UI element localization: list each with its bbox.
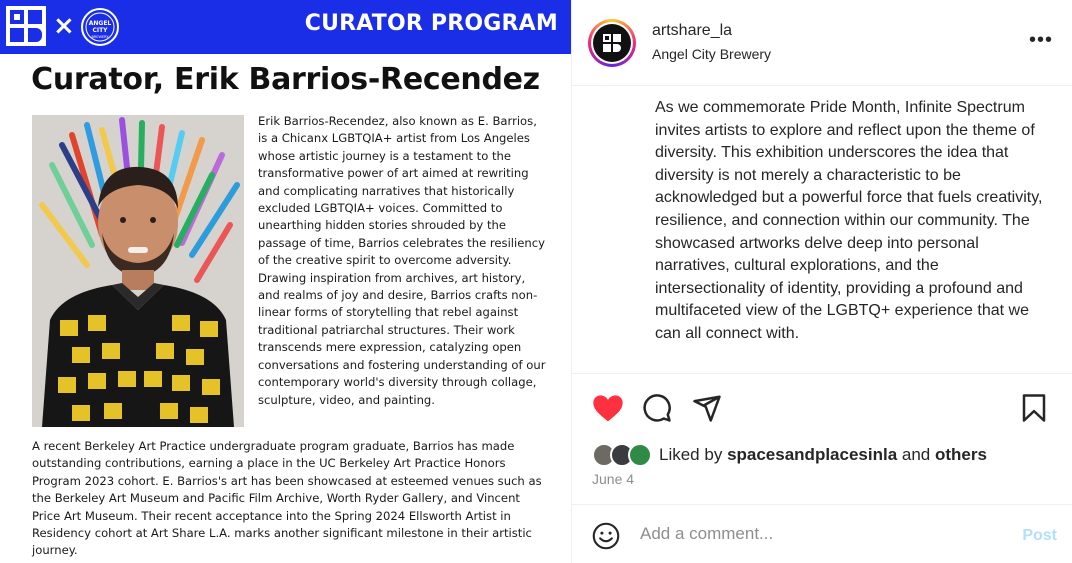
post-location[interactable]: Angel City Brewery — [652, 46, 772, 62]
bookmark-icon[interactable] — [1021, 393, 1047, 428]
heart-icon[interactable] — [592, 393, 624, 428]
more-options-icon[interactable]: ••• — [1028, 29, 1053, 51]
post-header — [572, 0, 1072, 86]
comment-icon[interactable] — [642, 393, 672, 428]
liker-avatars[interactable] — [592, 443, 656, 467]
angel-city-brewery-logo — [80, 7, 120, 47]
collab-x: × — [53, 11, 75, 41]
liked-by-others-link[interactable]: others — [935, 445, 987, 464]
liked-by-and: and — [901, 445, 931, 464]
curator-heading: Curator, Erik Barrios-Recendez — [31, 62, 540, 97]
post-username[interactable]: artshare_la — [652, 22, 733, 39]
profile-avatar[interactable] — [588, 19, 636, 67]
post-comment-button[interactable]: Post — [1022, 527, 1057, 544]
curator-bio-paragraph-1: Erik Barrios-Recendez, also known as E. Barrios, is a Chicanx LGBTQIA+ artist from Los Angeles whose artistic journey is a testament to the transformative power of art aimed at rewriting and complicating narratives that historically excluded LGBTQIA+ voices. Committed to unearthing hidden stories shrouded by the passage of time, Barrios celebrates the resiliency of the creative spirit to overcome adversity. Drawing inspiration from archives, art history, and realms of joy and desire, Barrios crafts non-linear forms of storytelling that rebel against traditional patriarchal structures. Their work transcends mere expression, catalyzing open conversations and fostering understanding of our contemporary world's diversity through collage, sculpture, video, and painting. — [258, 114, 546, 407]
curator-program-banner — [0, 0, 571, 54]
action-bar — [572, 373, 1072, 505]
post-detail-panel — [571, 0, 1072, 563]
curator-portrait-photo — [32, 115, 244, 427]
comment-input[interactable] — [640, 524, 1010, 544]
svg-text:BREWERY: BREWERY — [91, 35, 109, 39]
svg-text:ANGEL: ANGEL — [88, 20, 112, 27]
artshare-logo — [6, 6, 46, 46]
curator-bio-paragraph-2: A recent Berkeley Art Practice undergraduate program graduate, Barrios has made outstanding contributions, earning a place in the UC Berkeley Art Practice Honors Program 2023 cohort. E. Barrios's art has been showcased at esteemed venues such as the Berkeley Art Museum and Pacific Film Archive, Worth Ryder Gallery, and Vincent Price Art Museum. Their recent acceptance into the Spring 2024 Ellsworth Artist in Residency cohort at Art Share L.A. marks another significant milestone in their artistic journey. — [32, 439, 542, 558]
caption-scroll-area[interactable] — [572, 87, 1072, 373]
comment-bar — [572, 506, 1072, 563]
svg-text:CITY: CITY — [92, 27, 108, 34]
liked-by-user-link[interactable]: spacesandplacesinla — [727, 445, 898, 464]
artshare-avatar-icon — [603, 34, 621, 52]
emoji-icon[interactable] — [592, 522, 620, 555]
liked-by-text — [659, 445, 987, 465]
program-title: CURATOR PROGRAM — [304, 11, 558, 36]
post-caption: As we commemorate Pride Month, Infinite Spectrum invites artists to explore and reflect upon the theme of diversity. This exhibition underscores the idea that diversity is not merely a characteristic to be acknowledged but a powerful force that fuels creativity, resilience, and connection within our community. The showcased artworks delve deep into personal narratives, cultural explorations, and the intersectionality of identity, providing a profound and multifaceted view of the LGBTQ+ experience that we can all connect with. — [655, 99, 1043, 342]
liked-by-row — [592, 442, 987, 468]
share-icon[interactable] — [692, 393, 722, 428]
liked-by-prefix: Liked by — [659, 445, 723, 464]
liker-avatar[interactable] — [628, 443, 652, 467]
post-date[interactable]: June 4 — [592, 471, 635, 487]
